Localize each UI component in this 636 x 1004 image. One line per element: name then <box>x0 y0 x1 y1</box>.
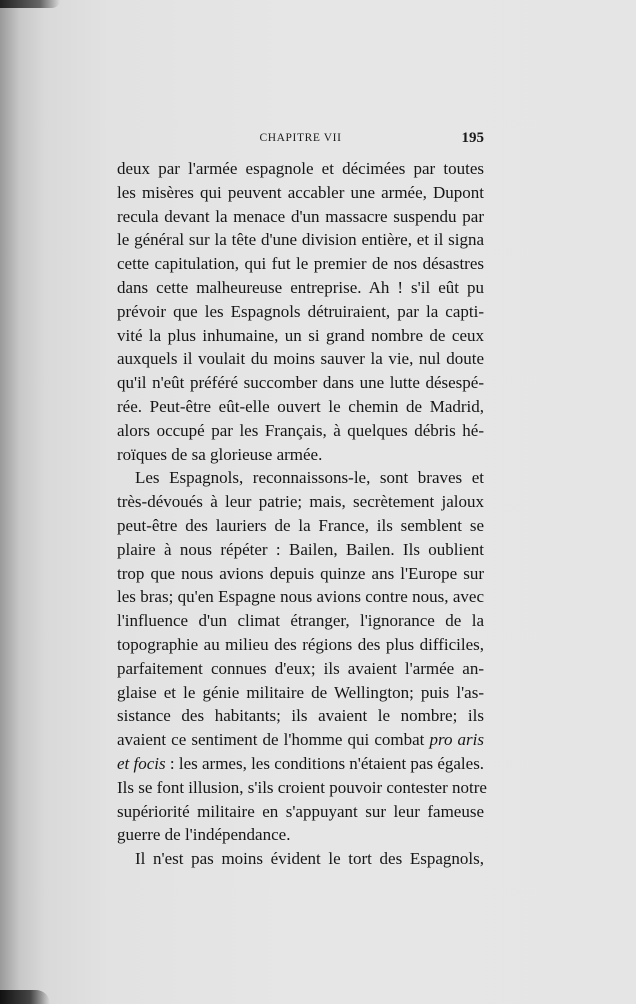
paragraph-start-line: Il n'est pas moins évident le tort des Espagnols, <box>135 849 484 869</box>
text-segment: avaient ce sentiment de l'homme qui combat <box>117 730 430 750</box>
page-edge-shadow-bottom <box>0 990 50 1004</box>
paragraph-start-line: Les Espagnols, reconnaissons-le, sont braves et <box>135 468 484 488</box>
page-edge-shadow-top <box>0 0 60 8</box>
text-segment: : les armes, les conditions n'étaient pas égales. <box>165 753 485 773</box>
text-line: les bras; qu'en Espagne nous avions contre nous, avec <box>117 587 484 607</box>
page-number: 195 <box>461 130 484 146</box>
text-line: prévoir que les Espagnols détruiraient, par la capti- <box>117 301 484 321</box>
text-line: parfaitement connues d'eux; ils avaient l'armée an- <box>117 658 484 678</box>
text-line: supériorité militaire en s'appuyant sur leur fameuse <box>117 801 484 821</box>
text-line: très-dévoués à leur patrie; mais, secrètement jaloux <box>117 492 484 512</box>
text-line: peut-être des lauriers de la France, ils semblent se <box>117 515 484 535</box>
text-line: le général sur la tête d'une division entière, et il signa <box>117 230 484 250</box>
text-line: auxquels il voulait du moins sauver la vie, nul doute <box>117 349 484 369</box>
text-line: vité la plus inhumaine, un si grand nombre de ceux <box>117 325 484 345</box>
latin-phrase: et focis <box>117 753 166 773</box>
text-line: trop que nous avions depuis quinze ans l'Europe sur <box>117 563 484 583</box>
text-line: l'influence d'un climat étranger, l'ignorance de la <box>117 611 484 631</box>
text-line: qu'il n'eût préféré succomber dans une lutte désespé- <box>117 373 484 393</box>
text-line: recula devant la menace d'un massacre suspendu par <box>117 206 484 226</box>
text-line: dans cette malheureuse entreprise. Ah ! s'il eût pu <box>117 277 484 297</box>
text-line: les misères qui peuvent accabler une armée, Dupont <box>117 182 484 202</box>
text-line: guerre de l'indépendance. <box>117 825 291 845</box>
body-text <box>117 157 487 871</box>
text-line: Ils se font illusion, s'ils croient pouvoir contester notre <box>117 777 487 797</box>
text-line: cette capitulation, qui fut le premier de nos désastres <box>117 254 484 274</box>
text-line <box>117 752 484 776</box>
running-head: CHAPITRE VII <box>259 132 342 144</box>
text-line: deux par l'armée espagnole et décimées par toutes <box>117 159 484 178</box>
text-line: alors occupé par les Français, à quelques débris hé- <box>117 420 484 440</box>
text-line: rée. Peut-être eût-elle ouvert le chemin de Madrid, <box>117 396 484 416</box>
page-header <box>117 130 484 150</box>
text-line: sistance des habitants; ils avaient le nombre; ils <box>117 706 484 726</box>
text-line: roïques de sa glorieuse armée. <box>117 444 323 464</box>
text-line: plaire à nous répéter : Bailen, Bailen. Ils oublient <box>117 539 484 559</box>
text-line <box>117 728 484 752</box>
latin-phrase: pro aris <box>429 730 484 750</box>
text-line: topographie au milieu des régions des plus difficiles, <box>117 634 484 654</box>
text-line: glaise et le génie militaire de Wellington; puis l'as- <box>117 682 484 702</box>
